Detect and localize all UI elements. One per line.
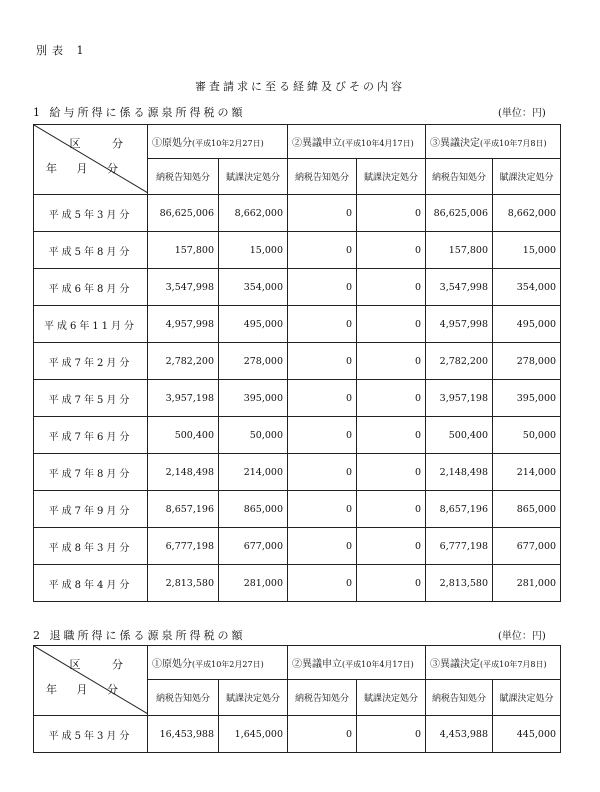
amount-cell: 281,000 [219,565,288,602]
amount-cell: 86,625,006 [148,195,219,232]
amount-cell: 6,777,198 [148,528,219,565]
corner-header-cell [34,646,148,716]
amount-cell: 0 [357,417,426,454]
group-label: ①原処分 [152,138,192,149]
table-row [34,716,561,753]
subheader-cell: 納税告知処分 [426,680,493,716]
amount-cell: 354,000 [493,269,561,306]
group-label: ②異議申立 [292,659,343,670]
table-row [34,269,561,306]
group-label: ②異議申立 [292,138,343,149]
group-date: (平成10年4月17日) [342,139,414,148]
amount-cell: 0 [288,565,357,602]
amount-cell: 281,000 [493,565,561,602]
amount-cell: 0 [357,306,426,343]
amount-cell: 3,957,198 [426,380,493,417]
withholding-tax-table-salary [33,124,561,602]
amount-cell: 0 [288,195,357,232]
amount-cell: 0 [288,491,357,528]
table-row [34,380,561,417]
amount-cell: 4,453,988 [426,716,493,753]
period-cell: 平成6年8月分 [34,269,148,306]
amount-cell: 2,782,200 [426,343,493,380]
period-cell: 平成7年5月分 [34,380,148,417]
group-date: (平成10年7月8日) [480,139,547,148]
table-row [34,491,561,528]
subheader-cell: 賦課決定処分 [357,680,426,716]
group-header [426,125,561,159]
subheader-cell: 賦課決定処分 [219,159,288,195]
amount-cell: 3,547,998 [148,269,219,306]
period-cell: 平成7年6月分 [34,417,148,454]
subheader-cell: 賦課決定処分 [493,680,561,716]
table-row [34,343,561,380]
amount-cell: 354,000 [219,269,288,306]
period-cell: 平成8年3月分 [34,528,148,565]
group-date: (平成10年2月27日) [192,139,264,148]
amount-cell: 8,657,196 [148,491,219,528]
table-row [34,232,561,269]
amount-cell: 0 [357,232,426,269]
corner-bottom-label: 年 月 分 [46,683,126,696]
subheader-cell: 納税告知処分 [288,159,357,195]
subheader-cell: 賦課決定処分 [219,680,288,716]
group-date: (平成10年7月8日) [480,660,547,669]
table-row [34,195,561,232]
amount-cell: 1,645,000 [219,716,288,753]
amount-cell: 4,957,998 [426,306,493,343]
amount-cell: 2,813,580 [148,565,219,602]
period-cell: 平成6年11月分 [34,306,148,343]
amount-cell: 0 [357,491,426,528]
amount-cell: 214,000 [219,454,288,491]
amount-cell: 0 [288,269,357,306]
group-header [148,125,288,159]
withholding-tax-table-retirement [33,645,561,753]
section1-unit: (単位：円) [498,108,546,119]
corner-header-cell [34,125,148,195]
amount-cell: 214,000 [493,454,561,491]
group-header [426,646,561,680]
amount-cell: 0 [288,716,357,753]
amount-cell: 157,800 [148,232,219,269]
amount-cell: 3,547,998 [426,269,493,306]
amount-cell: 677,000 [219,528,288,565]
group-date: (平成10年4月17日) [342,660,414,669]
amount-cell: 2,813,580 [426,565,493,602]
subheader-cell: 賦課決定処分 [493,159,561,195]
amount-cell: 8,657,196 [426,491,493,528]
amount-cell: 8,662,000 [493,195,561,232]
corner-top-label: 区 分 [69,658,137,671]
amount-cell: 0 [288,232,357,269]
amount-cell: 500,400 [148,417,219,454]
table-row [34,417,561,454]
subheader-cell: 賦課決定処分 [357,159,426,195]
period-cell: 平成5年3月分 [34,195,148,232]
section2-title: 2 退職所得に係る源泉所得税の額 [33,629,246,642]
group-label: ①原処分 [152,659,192,670]
period-cell: 平成5年3月分 [34,716,148,753]
amount-cell: 0 [357,454,426,491]
corner-bottom-label: 年 月 分 [46,162,126,175]
amount-cell: 0 [288,380,357,417]
section1-title: 1 給与所得に係る源泉所得税の額 [33,106,246,119]
table-row [34,454,561,491]
amount-cell: 0 [288,306,357,343]
group-header [288,646,426,680]
amount-cell: 0 [357,343,426,380]
period-cell: 平成7年2月分 [34,343,148,380]
header-row [34,646,561,680]
group-label: ③異議決定 [430,138,481,149]
amount-cell: 0 [288,343,357,380]
amount-cell: 395,000 [493,380,561,417]
subheader-cell: 納税告知処分 [148,159,219,195]
amount-cell: 500,400 [426,417,493,454]
amount-cell: 495,000 [493,306,561,343]
amount-cell: 0 [357,269,426,306]
document-title: 審査請求に至る経緯及びその内容 [195,80,405,93]
period-cell: 平成7年8月分 [34,454,148,491]
amount-cell: 0 [288,417,357,454]
period-cell: 平成8年4月分 [34,565,148,602]
group-label: ③異議決定 [430,659,481,670]
amount-cell: 0 [288,528,357,565]
period-cell: 平成5年8月分 [34,232,148,269]
amount-cell: 445,000 [493,716,561,753]
amount-cell: 3,957,198 [148,380,219,417]
amount-cell: 865,000 [219,491,288,528]
subheader-cell: 納税告知処分 [426,159,493,195]
amount-cell: 0 [288,454,357,491]
amount-cell: 2,148,498 [426,454,493,491]
corner-top-label: 区 分 [69,137,137,150]
amount-cell: 0 [357,380,426,417]
amount-cell: 6,777,198 [426,528,493,565]
group-date: (平成10年2月27日) [192,660,264,669]
subheader-cell: 納税告知処分 [148,680,219,716]
section2-unit: (単位：円) [498,631,546,642]
amount-cell: 395,000 [219,380,288,417]
amount-cell: 495,000 [219,306,288,343]
group-header [288,125,426,159]
amount-cell: 50,000 [219,417,288,454]
table-row [34,306,561,343]
amount-cell: 4,957,998 [148,306,219,343]
amount-cell: 15,000 [219,232,288,269]
amount-cell: 8,662,000 [219,195,288,232]
amount-cell: 865,000 [493,491,561,528]
amount-cell: 0 [357,565,426,602]
amount-cell: 278,000 [219,343,288,380]
amount-cell: 2,148,498 [148,454,219,491]
amount-cell: 0 [357,195,426,232]
appendix-label: 別表 1 [36,44,89,57]
amount-cell: 15,000 [493,232,561,269]
subheader-cell: 納税告知処分 [288,680,357,716]
amount-cell: 2,782,200 [148,343,219,380]
amount-cell: 50,000 [493,417,561,454]
amount-cell: 86,625,006 [426,195,493,232]
period-cell: 平成7年9月分 [34,491,148,528]
amount-cell: 157,800 [426,232,493,269]
amount-cell: 278,000 [493,343,561,380]
amount-cell: 677,000 [493,528,561,565]
amount-cell: 0 [357,716,426,753]
header-row [34,125,561,159]
amount-cell: 0 [357,528,426,565]
amount-cell: 16,453,988 [148,716,219,753]
group-header [148,646,288,680]
table-row [34,565,561,602]
table-row [34,528,561,565]
